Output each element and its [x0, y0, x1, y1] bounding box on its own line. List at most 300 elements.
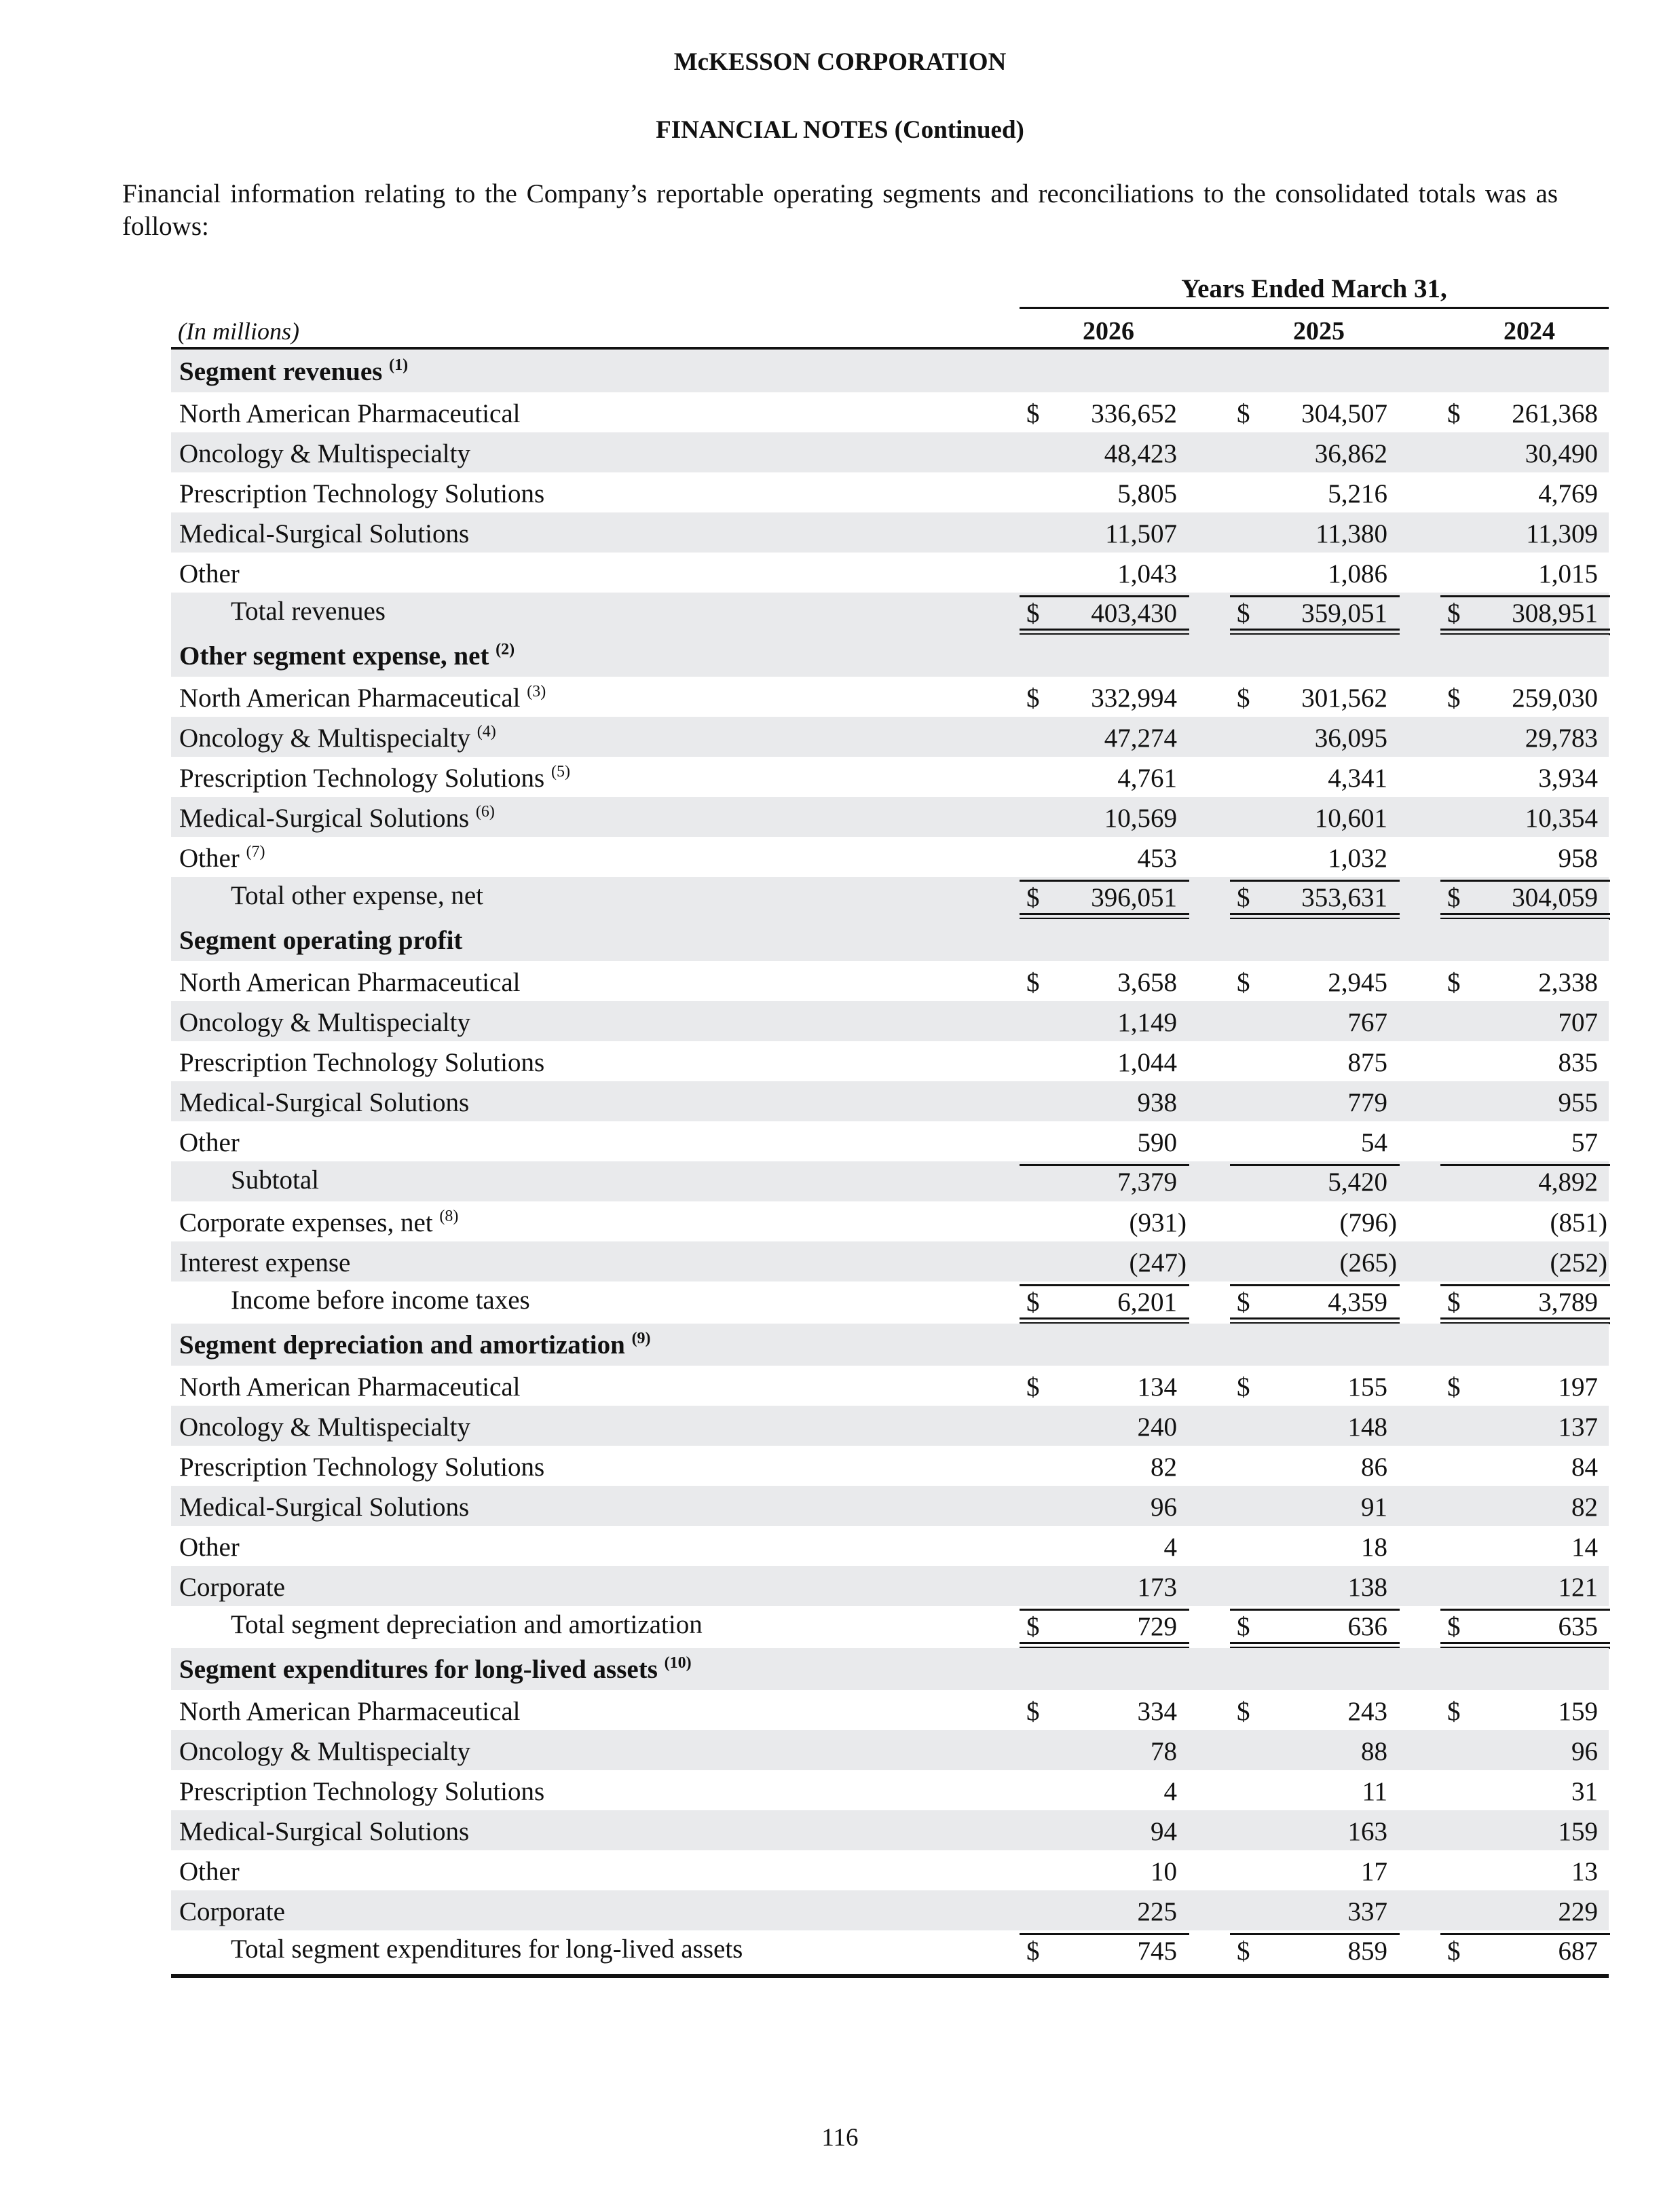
footnote-ref: (6) [475, 803, 495, 821]
cell-value: 955 [1558, 1088, 1598, 1117]
cell-value: 1,149 [1117, 1008, 1177, 1037]
value-cell [1020, 1047, 1189, 1079]
value-cell [1020, 880, 1189, 914]
row-label-text: Prescription Technology Solutions [179, 764, 545, 793]
currency-symbol: $ [1237, 883, 1250, 912]
currency-symbol: $ [1237, 1288, 1250, 1317]
value-cell [1440, 1531, 1610, 1564]
value-cell [1440, 1491, 1610, 1524]
row-label [179, 1047, 544, 1079]
currency-symbol: $ [1447, 1697, 1461, 1726]
cell-value: 5,420 [1328, 1167, 1387, 1197]
cell-value: 1,044 [1117, 1048, 1177, 1077]
footnote-ref: (3) [527, 683, 546, 700]
cell-value: 54 [1361, 1128, 1387, 1157]
year-header-2026: 2026 [1083, 317, 1134, 345]
value-cell [1230, 558, 1400, 591]
row-label [179, 967, 520, 999]
row-label [179, 1207, 458, 1239]
table-row [171, 757, 1609, 797]
value-cell [1230, 595, 1400, 630]
row-label [179, 1571, 285, 1604]
cell-value: 36,862 [1314, 439, 1387, 468]
table-row [171, 1446, 1609, 1486]
cell-value: 13 [1571, 1857, 1598, 1886]
cell-value: 1,043 [1117, 559, 1177, 588]
row-label [179, 1007, 470, 1039]
row-label-text: North American Pharmaceutical [179, 1697, 521, 1726]
row-label [179, 1736, 470, 1768]
cell-value: 7,379 [1117, 1167, 1177, 1197]
table-row [171, 677, 1609, 717]
value-cell [1230, 1933, 1400, 1968]
value-cell [1020, 1247, 1189, 1279]
value-cell [1020, 1776, 1189, 1808]
value-cell [1440, 1247, 1610, 1279]
cell-value: 10,569 [1104, 804, 1177, 833]
section-title-text: Segment expenditures for long-lived assets [179, 1655, 658, 1684]
section-title [179, 640, 515, 673]
cell-value: 14 [1571, 1533, 1598, 1562]
value-cell [1230, 1736, 1400, 1768]
cell-value: 11,380 [1315, 519, 1387, 548]
section-title-text: Segment revenues [179, 357, 383, 386]
table-row [171, 1770, 1609, 1810]
currency-symbol: $ [1026, 1937, 1040, 1966]
cell-value: 159 [1558, 1817, 1598, 1846]
value-cell [1230, 1164, 1400, 1199]
row-label [231, 1933, 743, 1966]
currency-symbol: $ [1237, 1612, 1250, 1641]
row-label [179, 1247, 350, 1279]
currency-symbol: $ [1237, 1372, 1250, 1402]
cell-value: 359,051 [1301, 599, 1387, 628]
value-cell [1230, 1127, 1400, 1159]
value-cell [1230, 1207, 1400, 1239]
cell-value: 36,095 [1314, 724, 1387, 753]
value-cell [1020, 1491, 1189, 1524]
cell-value: 47,274 [1104, 724, 1177, 753]
year-header-2025: 2025 [1293, 317, 1345, 345]
value-cell [1230, 1816, 1400, 1848]
cell-value: 403,430 [1091, 599, 1177, 628]
cell-value: 4,761 [1117, 764, 1177, 793]
value-cell [1440, 1571, 1610, 1604]
value-cell [1230, 722, 1400, 755]
footnote-ref: (1) [389, 356, 409, 374]
cell-value: 4,359 [1328, 1288, 1387, 1317]
cell-value: 17 [1361, 1857, 1387, 1886]
value-cell [1440, 1164, 1610, 1199]
row-label-text: North American Pharmaceutical [179, 1372, 521, 1402]
value-cell [1440, 1451, 1610, 1484]
cell-value: 91 [1361, 1493, 1387, 1522]
row-label-text: North American Pharmaceutical [179, 968, 521, 997]
row-label [179, 682, 546, 715]
value-cell [1230, 1451, 1400, 1484]
value-cell [1440, 1007, 1610, 1039]
cell-value: 31 [1571, 1777, 1598, 1806]
cell-value: 137 [1558, 1412, 1598, 1442]
value-cell [1440, 967, 1610, 999]
row-label [179, 558, 240, 591]
value-cell [1020, 1411, 1189, 1444]
cell-value: 261,368 [1512, 399, 1598, 428]
cell-value: (247) [1129, 1248, 1187, 1277]
cell-value: 225 [1137, 1897, 1177, 1926]
value-cell [1440, 682, 1610, 715]
value-cell [1020, 1571, 1189, 1604]
row-label [179, 1371, 520, 1404]
value-cell [1230, 1696, 1400, 1728]
cell-value: 301,562 [1301, 684, 1387, 713]
row-label [231, 1164, 319, 1197]
cell-value: 4,769 [1538, 479, 1598, 508]
value-cell [1020, 1816, 1189, 1848]
value-cell [1230, 1247, 1400, 1279]
value-cell [1020, 438, 1189, 470]
period-header-rule [1020, 307, 1609, 309]
cell-value: 3,658 [1117, 968, 1177, 997]
value-cell [1440, 1371, 1610, 1404]
currency-symbol: $ [1026, 883, 1040, 912]
value-cell [1020, 1609, 1189, 1643]
table-row [171, 1366, 1609, 1406]
cell-value: 10 [1151, 1857, 1177, 1886]
cell-value: 3,789 [1538, 1288, 1598, 1317]
row-label-text: Medical-Surgical Solutions [179, 519, 470, 548]
currency-symbol: $ [1447, 1372, 1461, 1402]
value-cell [1230, 518, 1400, 550]
cell-value: 304,507 [1301, 399, 1387, 428]
value-cell [1020, 722, 1189, 755]
currency-symbol: $ [1447, 399, 1461, 428]
row-label [179, 1451, 544, 1484]
footnote-ref: (5) [550, 763, 570, 781]
value-cell [1230, 478, 1400, 510]
value-cell [1440, 1696, 1610, 1728]
cell-value: (851) [1550, 1208, 1607, 1237]
footnote-ref: (4) [477, 723, 496, 741]
row-label [179, 1816, 469, 1848]
value-cell [1230, 1896, 1400, 1928]
section-title-text: Segment depreciation and amortization [179, 1330, 625, 1360]
table-row [171, 1486, 1609, 1526]
section-header [171, 1648, 1609, 1690]
row-label [231, 1609, 703, 1641]
table-row [171, 1241, 1609, 1281]
table-row [171, 717, 1609, 757]
value-cell [1020, 518, 1189, 550]
cell-value: 2,338 [1538, 968, 1598, 997]
cell-value: 94 [1151, 1817, 1177, 1846]
section-title-text: Other segment expense, net [179, 641, 489, 671]
cell-value: 155 [1347, 1372, 1387, 1402]
value-cell [1020, 1007, 1189, 1039]
total-row [171, 1281, 1609, 1324]
table-row [171, 1001, 1609, 1041]
table-row [171, 392, 1609, 432]
value-cell [1230, 1776, 1400, 1808]
cell-value: 590 [1137, 1128, 1177, 1157]
row-label-text: Oncology & Multispecialty [179, 1737, 470, 1766]
row-label-text: Oncology & Multispecialty [179, 724, 470, 753]
cell-value: 729 [1137, 1612, 1177, 1641]
value-cell [1230, 682, 1400, 715]
cell-value: 173 [1137, 1573, 1177, 1602]
row-label [231, 595, 386, 628]
table-row [171, 1890, 1609, 1930]
cell-value: 243 [1347, 1697, 1387, 1726]
cell-value: 4,892 [1538, 1167, 1598, 1197]
row-label-text: Prescription Technology Solutions [179, 1048, 545, 1077]
footnote-ref: (8) [439, 1208, 459, 1225]
row-label-text: Other [179, 559, 240, 588]
segment-financial-table [171, 350, 1609, 1972]
value-cell [1020, 1284, 1189, 1319]
value-cell [1020, 1896, 1189, 1928]
value-cell [1440, 802, 1610, 835]
cell-value: 159 [1558, 1697, 1598, 1726]
intro-paragraph: Financial information relating to the Company’s reportable operating segments and reconciliations to the consolidated totals was as follows: [122, 179, 1558, 241]
value-cell [1020, 1531, 1189, 1564]
row-label-text: Corporate [179, 1897, 285, 1926]
cell-value: 4 [1163, 1777, 1177, 1806]
cell-value: 938 [1137, 1088, 1177, 1117]
cell-value: 687 [1558, 1937, 1598, 1966]
currency-symbol: $ [1237, 599, 1250, 628]
value-cell [1020, 1933, 1189, 1968]
value-cell [1440, 518, 1610, 550]
notes-title: FINANCIAL NOTES (Continued) [656, 116, 1024, 144]
cell-value: 96 [1571, 1737, 1598, 1766]
section-header [171, 350, 1609, 392]
value-cell [1440, 1284, 1610, 1319]
currency-symbol: $ [1026, 1288, 1040, 1317]
table-row [171, 797, 1609, 837]
row-label-text: Corporate [179, 1573, 285, 1602]
value-cell [1230, 1531, 1400, 1564]
cell-value: 148 [1347, 1412, 1387, 1442]
value-cell [1230, 1087, 1400, 1119]
column-header-row [171, 315, 1609, 348]
value-cell [1230, 762, 1400, 795]
cell-value: 332,994 [1091, 684, 1177, 713]
footnote-ref: (9) [631, 1330, 651, 1347]
cell-value: 10,354 [1525, 804, 1598, 833]
row-label [179, 1696, 520, 1728]
cell-value: 745 [1137, 1937, 1177, 1966]
cell-value: 11 [1362, 1777, 1387, 1806]
value-cell [1020, 802, 1189, 835]
cell-value: 84 [1571, 1453, 1598, 1482]
row-label [179, 762, 570, 795]
value-cell [1440, 762, 1610, 795]
row-label [231, 1284, 530, 1317]
value-cell [1020, 478, 1189, 510]
cell-value: 308,951 [1512, 599, 1598, 628]
value-cell [1440, 1736, 1610, 1768]
value-cell [1440, 1127, 1610, 1159]
cell-value: 336,652 [1091, 399, 1177, 428]
value-cell [1230, 438, 1400, 470]
currency-symbol: $ [1237, 1697, 1250, 1726]
total-row [171, 877, 1609, 919]
row-label-text: Total revenues [231, 597, 386, 626]
cell-value: 88 [1361, 1737, 1387, 1766]
currency-symbol: $ [1026, 1697, 1040, 1726]
row-label [179, 438, 470, 470]
row-label-text: Total other expense, net [231, 881, 483, 910]
cell-value: 396,051 [1091, 883, 1177, 912]
row-label [179, 802, 495, 835]
row-label-text: Subtotal [231, 1165, 320, 1195]
value-cell [1020, 1207, 1189, 1239]
table-row [171, 1041, 1609, 1081]
table-row [171, 512, 1609, 553]
currency-symbol: $ [1447, 968, 1461, 997]
value-cell [1230, 1284, 1400, 1319]
value-cell [1440, 1087, 1610, 1119]
cell-value: 1,015 [1538, 559, 1598, 588]
cell-value: 134 [1137, 1372, 1177, 1402]
cell-value: 875 [1347, 1048, 1387, 1077]
row-label-text: Other [179, 1533, 240, 1562]
currency-symbol: $ [1237, 968, 1250, 997]
cell-value: (796) [1339, 1208, 1397, 1237]
value-cell [1230, 1371, 1400, 1404]
currency-symbol: $ [1447, 1937, 1461, 1966]
cell-value: (931) [1129, 1208, 1187, 1237]
cell-value: 197 [1558, 1372, 1598, 1402]
value-cell [1440, 1411, 1610, 1444]
value-cell [1440, 398, 1610, 430]
currency-symbol: $ [1237, 684, 1250, 713]
cell-value: 240 [1137, 1412, 1177, 1442]
row-label-text: Interest expense [179, 1248, 351, 1277]
row-label-text: Medical-Surgical Solutions [179, 1817, 470, 1846]
row-label-text: Prescription Technology Solutions [179, 479, 545, 508]
value-cell [1440, 558, 1610, 591]
row-label-text: Income before income taxes [231, 1286, 530, 1315]
table-row [171, 961, 1609, 1001]
currency-symbol: $ [1026, 1612, 1040, 1641]
value-cell [1230, 967, 1400, 999]
cell-value: 334 [1137, 1697, 1177, 1726]
section-title-text: Segment operating profit [179, 926, 463, 955]
cell-value: 82 [1151, 1453, 1177, 1482]
cell-value: 96 [1151, 1493, 1177, 1522]
section-header [171, 1324, 1609, 1366]
section-title [179, 356, 408, 388]
footnote-ref: (7) [246, 843, 265, 861]
units-label: (In millions) [178, 318, 299, 345]
row-label-text: North American Pharmaceutical [179, 684, 521, 713]
value-cell [1230, 1047, 1400, 1079]
row-label [179, 1531, 240, 1564]
value-cell [1230, 802, 1400, 835]
table-row [171, 432, 1609, 472]
cell-value: 48,423 [1104, 439, 1177, 468]
value-cell [1440, 842, 1610, 875]
footnote-ref: (2) [496, 641, 515, 658]
cell-value: 82 [1571, 1493, 1598, 1522]
value-cell [1020, 967, 1189, 999]
cell-value: 229 [1558, 1897, 1598, 1926]
cell-value: 304,059 [1512, 883, 1598, 912]
cell-value: 4,341 [1328, 764, 1387, 793]
cell-value: 636 [1347, 1612, 1387, 1641]
value-cell [1440, 1816, 1610, 1848]
currency-symbol: $ [1026, 399, 1040, 428]
table-row [171, 1121, 1609, 1161]
year-header-2024: 2024 [1504, 317, 1555, 345]
value-cell [1020, 842, 1189, 875]
table-row [171, 1081, 1609, 1121]
value-cell [1020, 1087, 1189, 1119]
value-cell [1020, 682, 1189, 715]
cell-value: 859 [1347, 1937, 1387, 1966]
table-row [171, 1526, 1609, 1566]
cell-value: 707 [1558, 1008, 1598, 1037]
table-row [171, 472, 1609, 512]
period-header: Years Ended March 31, [1181, 274, 1447, 303]
row-label-text: Prescription Technology Solutions [179, 1453, 545, 1482]
row-label [179, 1776, 544, 1808]
value-cell [1230, 1609, 1400, 1643]
cell-value: (265) [1339, 1248, 1397, 1277]
row-label-text: Other [179, 844, 240, 873]
value-cell [1020, 1856, 1189, 1888]
cell-value: 78 [1151, 1737, 1177, 1766]
currency-symbol: $ [1447, 1288, 1461, 1317]
value-cell [1440, 478, 1610, 510]
cell-value: 2,945 [1328, 968, 1387, 997]
row-label-text: Total segment depreciation and amortization [231, 1610, 703, 1639]
section-title [179, 1653, 692, 1686]
cell-value: 163 [1347, 1817, 1387, 1846]
value-cell [1020, 1127, 1189, 1159]
row-label [179, 1896, 285, 1928]
table-row [171, 1406, 1609, 1446]
cell-value: 453 [1137, 844, 1177, 873]
cell-value: 86 [1361, 1453, 1387, 1482]
currency-symbol: $ [1026, 1372, 1040, 1402]
cell-value: 1,086 [1328, 559, 1387, 588]
company-name: McKESSON CORPORATION [673, 48, 1007, 76]
value-cell [1230, 842, 1400, 875]
section-title [179, 1329, 651, 1362]
value-cell [1230, 1411, 1400, 1444]
cell-value: 11,309 [1526, 519, 1598, 548]
value-cell [1230, 398, 1400, 430]
total-row [171, 1606, 1609, 1648]
final-row [171, 1930, 1609, 1972]
row-label [179, 1087, 469, 1119]
row-label [179, 1127, 240, 1159]
row-label [179, 722, 496, 755]
row-label [179, 518, 469, 550]
row-label-text: Oncology & Multispecialty [179, 1008, 470, 1037]
row-label-text: Oncology & Multispecialty [179, 1412, 470, 1442]
subtotal-row [171, 1161, 1609, 1201]
currency-symbol: $ [1237, 1937, 1250, 1966]
row-label [179, 1491, 469, 1524]
value-cell [1230, 1491, 1400, 1524]
cell-value: 958 [1558, 844, 1598, 873]
cell-value: 835 [1558, 1048, 1598, 1077]
cell-value: 767 [1347, 1008, 1387, 1037]
